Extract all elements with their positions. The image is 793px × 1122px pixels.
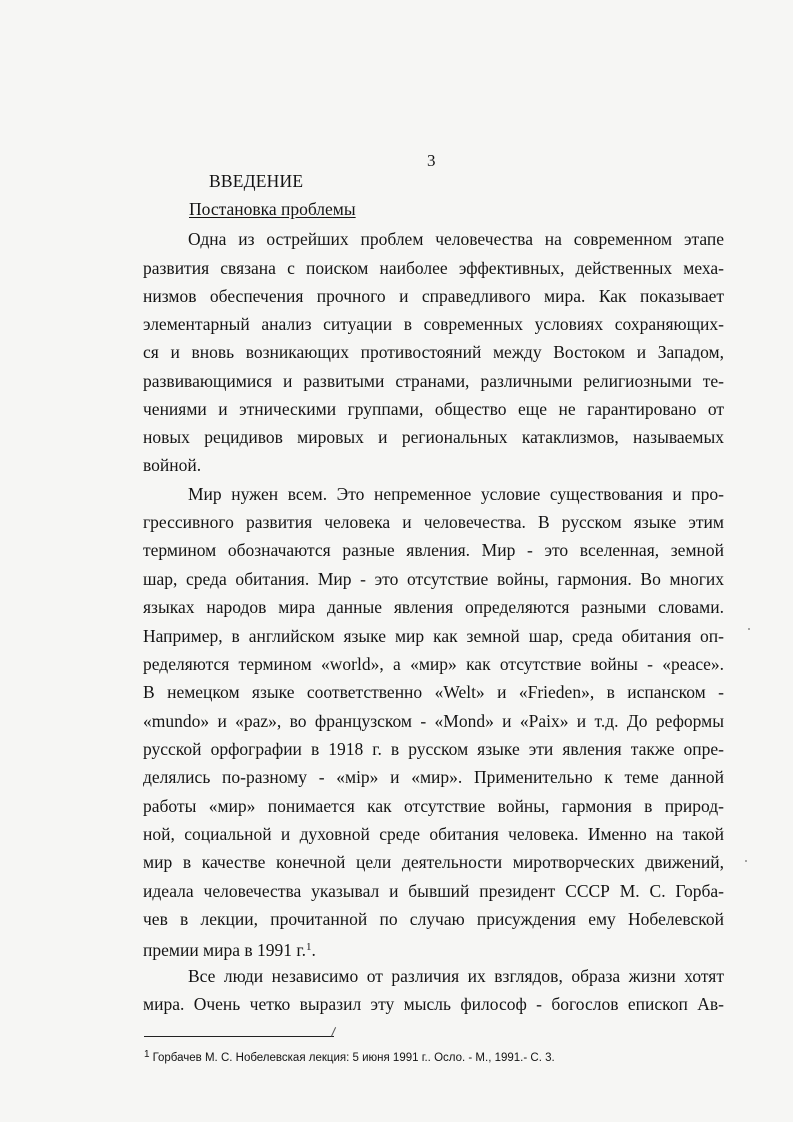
footnote-text: Горбачев М. С. Нобелевская лекция: 5 июня 1991 г.. Осло. - М., 1991.- С. 3. [152,1052,555,1064]
section-heading: ВВЕДЕНИЕ [209,171,304,191]
scan-mark [331,1027,337,1037]
page-number: 3 [427,151,436,170]
text-line: премии мира в 1991 г. [143,940,306,960]
text-line: шар, среда обитания. Мир - это отсутствие войны, гармония. Во многих [143,569,724,589]
subsection-heading: Постановка проблемы [189,199,356,219]
text-line: войной. [143,455,202,475]
text-line: развивающимися и развитыми странами, различными религиозными те- [143,371,724,391]
text-line: работы «мир» понимается как отсутствие войны, гармония в природ- [143,796,724,816]
footnote-divider [144,1036,334,1037]
footnote-marker: 1 [144,1049,150,1060]
text-line: новых рецидивов мировых и региональных катаклизмов, называемых [143,427,724,447]
text-line: В немецком языке соответственно «Welt» и «Frieden», в испанском - [143,682,724,702]
text-line: мир в качестве конечной цели деятельности миротворческих движений, [143,852,724,872]
text-line: ределяются термином «world», а «мир» как отсутствие войны - «peace». [143,654,724,674]
text-line: развития связана с поиском наиболее эффективных, действенных меха- [143,258,724,278]
footnote-reference[interactable]: 1 [306,941,312,953]
text-line: грессивного развития человека и человечества. В русском языке этим [143,512,724,532]
text-line: Одна из острейших проблем человечества на современном этапе [188,229,724,249]
text-line: мира. Очень четко выразил эту мысль философ - богослов епископ Ав- [143,994,724,1014]
text-line-with-footnote [143,937,724,960]
text-line: делялись по-разному - «мiр» и «мир». Применительно к теме данной [143,767,724,787]
scan-speck [745,860,747,862]
text-line: «mundo» и «paz», во французском - «Mond» и «Paix» и т.д. До реформы [143,711,724,731]
footnote [144,1047,555,1066]
text-line: элементарный анализ ситуации в современных условиях сохраняющих- [143,314,724,334]
text-line: Например, в английском языке мир как земной шар, среда обитания оп- [143,626,724,646]
text-line: ся и вновь возникающих противостояний между Востоком и Западом, [143,342,724,362]
sentence-period: . [311,940,316,960]
text-line: Мир нужен всем. Это непременное условие существования и про- [188,484,724,504]
text-line: термином обозначаются разные явления. Мир - это вселенная, земной [143,540,724,560]
text-line: чев в лекции, прочитанной по случаю присуждения ему Нобелевской [143,909,724,929]
text-line: ной, социальной и духовной среде обитания человека. Именно на такой [143,824,724,844]
text-line: идеала человечества указывал и бывший президент СССР М. С. Горба- [143,881,724,901]
text-line: Все люди независимо от различия их взглядов, образа жизни хотят [188,966,724,986]
text-line: языках народов мира данные явления определяются разными словами. [143,597,724,617]
text-line: низмов обеспечения прочного и справедливого мира. Как показывает [143,286,724,306]
text-line: чениями и этническими группами, общество еще не гарантировано от [143,399,724,419]
scan-speck [748,628,750,630]
text-line: русской орфографии в 1918 г. в русском языке эти явления также опре- [143,739,724,759]
